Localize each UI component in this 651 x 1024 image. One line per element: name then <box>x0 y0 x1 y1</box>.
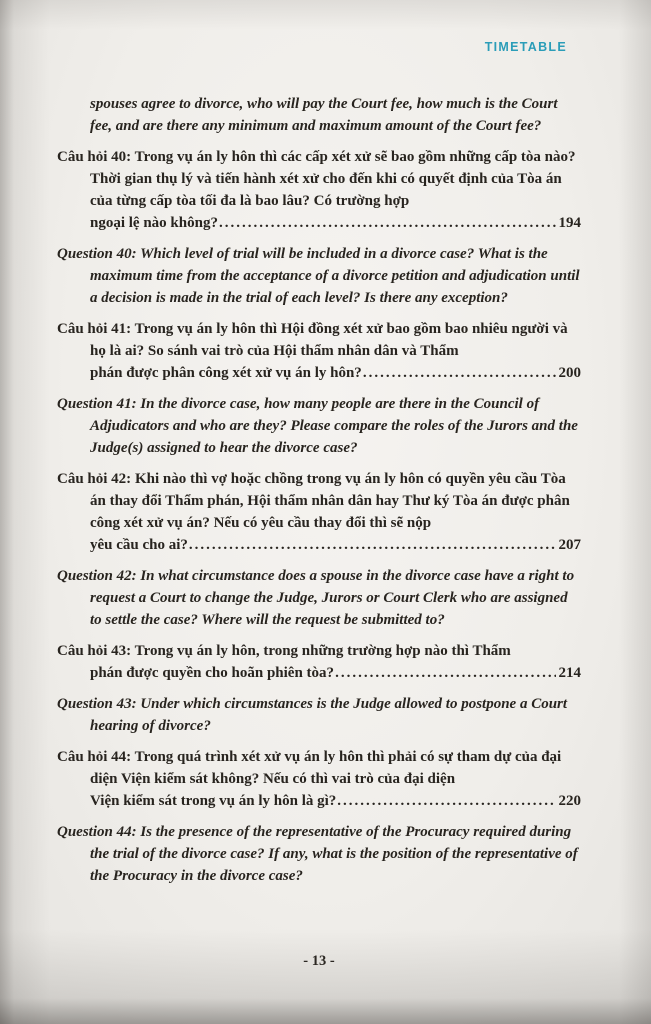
entry-text: Is the presence of the representative of the Procuracy required during the trial of the divorce case? If any, what is the position of the representative of the Procuracy in the divorce case? <box>90 824 578 884</box>
entry-text: Trong vụ án ly hôn thì Hội đồng xét xử bao gồm bao nhiêu người và họ là ai? So sánh vai trò của Hội thẩm nhân dân và Thẩm <box>90 321 568 359</box>
entry-label: Câu hỏi 40: <box>57 149 132 165</box>
toc-entry-cau-hoi-42 <box>57 468 581 556</box>
toc-entry-cau-hoi-41 <box>57 318 581 384</box>
entry-text-end: phán được phân công xét xử vụ án ly hôn? <box>90 365 362 381</box>
entry-text-end: yêu cầu cho ai? <box>90 537 188 553</box>
entry-label: Câu hỏi 43: <box>57 643 132 659</box>
entry-text: Trong vụ án ly hôn, trong những trường hợp nào thì Thẩm <box>134 643 511 659</box>
table-of-contents <box>57 93 581 896</box>
running-head: TIMETABLE <box>484 40 567 54</box>
entry-page-number: 194 <box>558 215 581 231</box>
entry-page-number: 214 <box>558 665 581 681</box>
page-number-footer: - 13 - <box>303 953 335 969</box>
entry-text: Khi nào thì vợ hoặc chồng trong vụ án ly hôn có quyền yêu cầu Tòa án thay đổi Thẩm phán, Hội thẩm nhân dân hay Thư ký Tòa án được phân công xét xử vụ án? Nếu có yêu cầu thay đổi thì sẽ nộp <box>90 471 570 531</box>
entry-text: Under which circumstances is the Judge allowed to postpone a Court hearing of divorce? <box>90 696 568 734</box>
entry-text-end: phán được quyền cho hoãn phiên tòa? <box>90 665 335 681</box>
toc-entry-question-42 <box>57 565 581 631</box>
entry-label: Question 40: <box>57 246 137 262</box>
entry-label: Question 44: <box>57 824 137 840</box>
entry-text: Trong vụ án ly hôn thì các cấp xét xử sẽ bao gồm những cấp tòa nào? Thời gian thụ lý và tiến hành xét xử cho đến khi có quyết định của Tòa án của từng cấp tòa tối đa là bao lâu? Có trường hợp <box>90 149 576 209</box>
entry-text-end: Viện kiểm sát trong vụ án ly hôn là gì? <box>90 793 337 809</box>
entry-text: In what circumstance does a spouse in the divorce case have a right to request a Court to change the Judge, Jurors or Court Clerk who are assigned to settle the case? Where will the request be submitted to? <box>90 568 575 628</box>
entry-label: Câu hỏi 41: <box>57 321 132 337</box>
entry-label: Question 43: <box>57 696 137 712</box>
entry-label: Question 41: <box>57 396 137 412</box>
entry-text: Trong quá trình xét xử vụ án ly hôn thì phải có sự tham dự của đại diện Viện kiểm sát không? Nếu có thì vai trò của đại diện <box>90 749 562 787</box>
entry-text: In the divorce case, how many people are there in the Council of Adjudicators and who are they? Please compare the roles of the Jurors and the Judge(s) assigned to hear the divorce case? <box>90 396 578 456</box>
dot-leader <box>363 362 556 384</box>
dot-leader <box>335 662 555 684</box>
toc-entry-question-41 <box>57 393 581 459</box>
entry-label: Câu hỏi 42: <box>57 471 132 487</box>
entry-text-end: ngoại lệ nào không? <box>90 215 218 231</box>
dot-leader <box>219 212 556 234</box>
toc-entry-cau-hoi-40 <box>57 146 581 234</box>
entry-page-number: 207 <box>558 537 581 553</box>
dot-leader <box>189 534 556 556</box>
dot-leader <box>337 790 555 812</box>
toc-entry-question-44 <box>57 821 581 887</box>
toc-entry-question-43 <box>57 693 581 737</box>
toc-entry-cau-hoi-44 <box>57 746 581 812</box>
entry-label: Question 42: <box>57 568 137 584</box>
intro-continuation-text: spouses agree to divorce, who will pay the Court fee, how much is the Court fee, and are there any minimum and maximum amount of the Court fee? <box>90 96 558 134</box>
entry-page-number: 220 <box>558 793 581 809</box>
entry-label: Câu hỏi 44: <box>57 749 132 765</box>
entry-page-number: 200 <box>558 365 581 381</box>
entry-text: Which level of trial will be included in a divorce case? What is the maximum time from the acceptance of a divorce petition and adjudication until a decision is made in the trial of each level? Is there any exception? <box>90 246 580 306</box>
toc-entry-cau-hoi-43 <box>57 640 581 684</box>
toc-entry-question-40 <box>57 243 581 309</box>
